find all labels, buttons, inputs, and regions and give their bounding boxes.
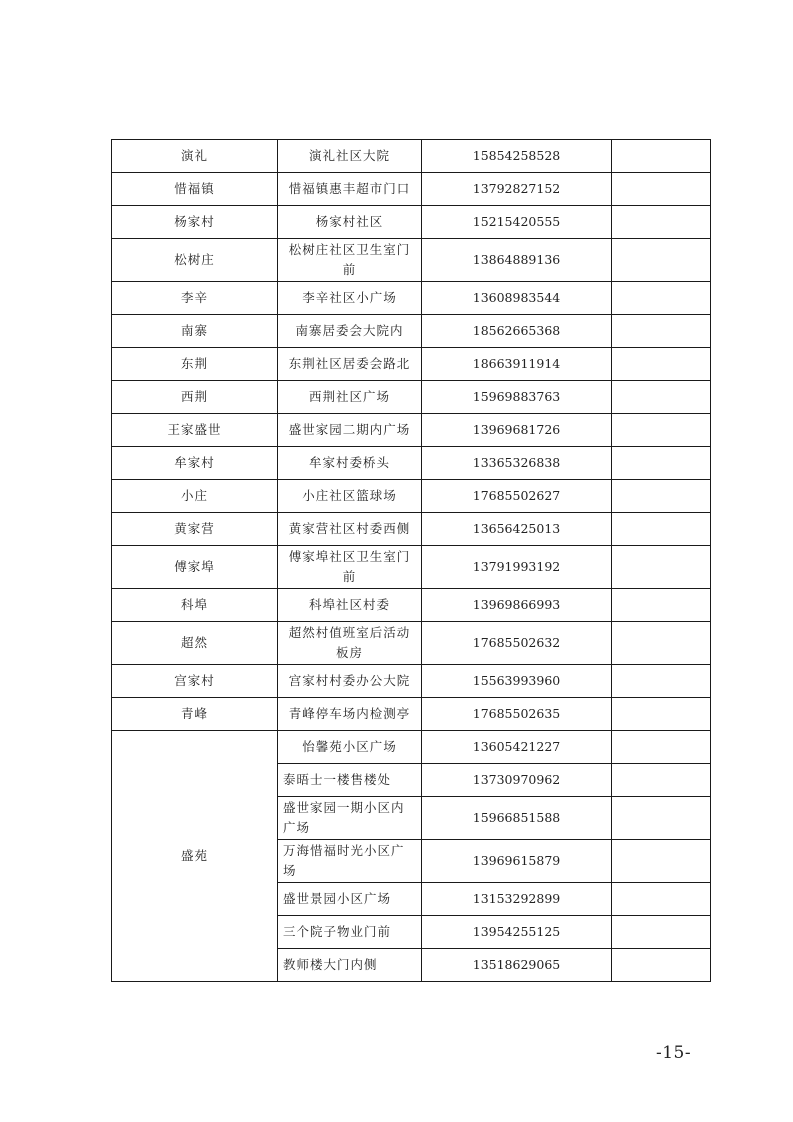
location-cell: 三个院子物业门前: [278, 916, 422, 949]
phone-cell: 13730970962: [422, 764, 612, 797]
table-row: [112, 480, 711, 513]
table-row: [112, 546, 711, 589]
table-row: [112, 140, 711, 173]
location-cell: 青峰停车场内检测亭: [278, 698, 422, 731]
table-row: [112, 589, 711, 622]
area-cell: 青峰: [112, 698, 278, 731]
location-cell: 怡馨苑小区广场: [278, 731, 422, 764]
location-cell: 盛世家园二期内广场: [278, 414, 422, 447]
location-cell: 教师楼大门内侧: [278, 949, 422, 982]
note-cell: [612, 764, 711, 797]
location-cell: 万海惜福时光小区广场: [278, 840, 422, 883]
area-cell: 宫家村: [112, 665, 278, 698]
table-row: [112, 206, 711, 239]
phone-cell: 13791993192: [422, 546, 612, 589]
phone-cell: 18562665368: [422, 315, 612, 348]
table-row: [112, 315, 711, 348]
area-cell: 傅家埠: [112, 546, 278, 589]
area-cell: 演礼: [112, 140, 278, 173]
note-cell: [612, 797, 711, 840]
location-cell: 小庄社区篮球场: [278, 480, 422, 513]
table-body: [112, 140, 711, 982]
area-cell: 王家盛世: [112, 414, 278, 447]
phone-cell: 15966851588: [422, 797, 612, 840]
phone-cell: 13969681726: [422, 414, 612, 447]
phone-cell: 13969615879: [422, 840, 612, 883]
phone-cell: 13608983544: [422, 282, 612, 315]
phone-cell: 17685502635: [422, 698, 612, 731]
table-row: [112, 698, 711, 731]
area-cell: 牟家村: [112, 447, 278, 480]
area-cell: 李辛: [112, 282, 278, 315]
phone-cell: 13153292899: [422, 883, 612, 916]
note-cell: [612, 698, 711, 731]
table-row: [112, 447, 711, 480]
testing-sites-table: [111, 139, 711, 982]
area-cell: 杨家村: [112, 206, 278, 239]
phone-cell: 13792827152: [422, 173, 612, 206]
note-cell: [612, 622, 711, 665]
note-cell: [612, 282, 711, 315]
location-cell: 西荆社区广场: [278, 381, 422, 414]
location-cell: 杨家村社区: [278, 206, 422, 239]
table-row: [112, 348, 711, 381]
note-cell: [612, 731, 711, 764]
phone-cell: 13969866993: [422, 589, 612, 622]
area-cell: 黄家营: [112, 513, 278, 546]
location-cell: 超然村值班室后活动板房: [278, 622, 422, 665]
note-cell: [612, 381, 711, 414]
location-cell: 李辛社区小广场: [278, 282, 422, 315]
note-cell: [612, 546, 711, 589]
note-cell: [612, 173, 711, 206]
phone-cell: 15969883763: [422, 381, 612, 414]
table-row: [112, 731, 711, 764]
phone-cell: 13605421227: [422, 731, 612, 764]
phone-cell: 13518629065: [422, 949, 612, 982]
phone-cell: 17685502627: [422, 480, 612, 513]
phone-cell: 13656425013: [422, 513, 612, 546]
area-cell: 松树庄: [112, 239, 278, 282]
note-cell: [612, 447, 711, 480]
note-cell: [612, 348, 711, 381]
note-cell: [612, 206, 711, 239]
area-cell: 西荆: [112, 381, 278, 414]
phone-cell: 15563993960: [422, 665, 612, 698]
phone-cell: 17685502632: [422, 622, 612, 665]
location-cell: 科埠社区村委: [278, 589, 422, 622]
location-cell: 松树庄社区卫生室门前: [278, 239, 422, 282]
phone-cell: 15854258528: [422, 140, 612, 173]
phone-cell: 15215420555: [422, 206, 612, 239]
note-cell: [612, 916, 711, 949]
location-cell: 南寨居委会大院内: [278, 315, 422, 348]
note-cell: [612, 883, 711, 916]
note-cell: [612, 665, 711, 698]
phone-cell: 13365326838: [422, 447, 612, 480]
table-row: [112, 622, 711, 665]
location-cell: 傅家埠社区卫生室门前: [278, 546, 422, 589]
location-cell: 泰晤士一楼售楼处: [278, 764, 422, 797]
phone-cell: 18663911914: [422, 348, 612, 381]
location-cell: 惜福镇惠丰超市门口: [278, 173, 422, 206]
phone-cell: 13864889136: [422, 239, 612, 282]
table-row: [112, 414, 711, 447]
area-cell: 超然: [112, 622, 278, 665]
area-cell: 南寨: [112, 315, 278, 348]
location-cell: 宫家村村委办公大院: [278, 665, 422, 698]
area-cell: 小庄: [112, 480, 278, 513]
table-row: [112, 173, 711, 206]
location-cell: 黄家营社区村委西侧: [278, 513, 422, 546]
group-area-cell: 盛苑: [112, 731, 278, 982]
area-cell: 科埠: [112, 589, 278, 622]
note-cell: [612, 239, 711, 282]
phone-cell: 13954255125: [422, 916, 612, 949]
note-cell: [612, 414, 711, 447]
note-cell: [612, 480, 711, 513]
table-row: [112, 282, 711, 315]
note-cell: [612, 949, 711, 982]
note-cell: [612, 589, 711, 622]
note-cell: [612, 315, 711, 348]
location-cell: 牟家村委桥头: [278, 447, 422, 480]
location-cell: 盛世家园一期小区内广场: [278, 797, 422, 840]
table-row: [112, 665, 711, 698]
table-row: [112, 381, 711, 414]
location-cell: 盛世景园小区广场: [278, 883, 422, 916]
location-cell: 东荆社区居委会路北: [278, 348, 422, 381]
note-cell: [612, 140, 711, 173]
area-cell: 东荆: [112, 348, 278, 381]
location-cell: 演礼社区大院: [278, 140, 422, 173]
note-cell: [612, 513, 711, 546]
page-number: -15-: [656, 1043, 692, 1063]
table-row: [112, 239, 711, 282]
table-row: [112, 513, 711, 546]
note-cell: [612, 840, 711, 883]
area-cell: 惜福镇: [112, 173, 278, 206]
